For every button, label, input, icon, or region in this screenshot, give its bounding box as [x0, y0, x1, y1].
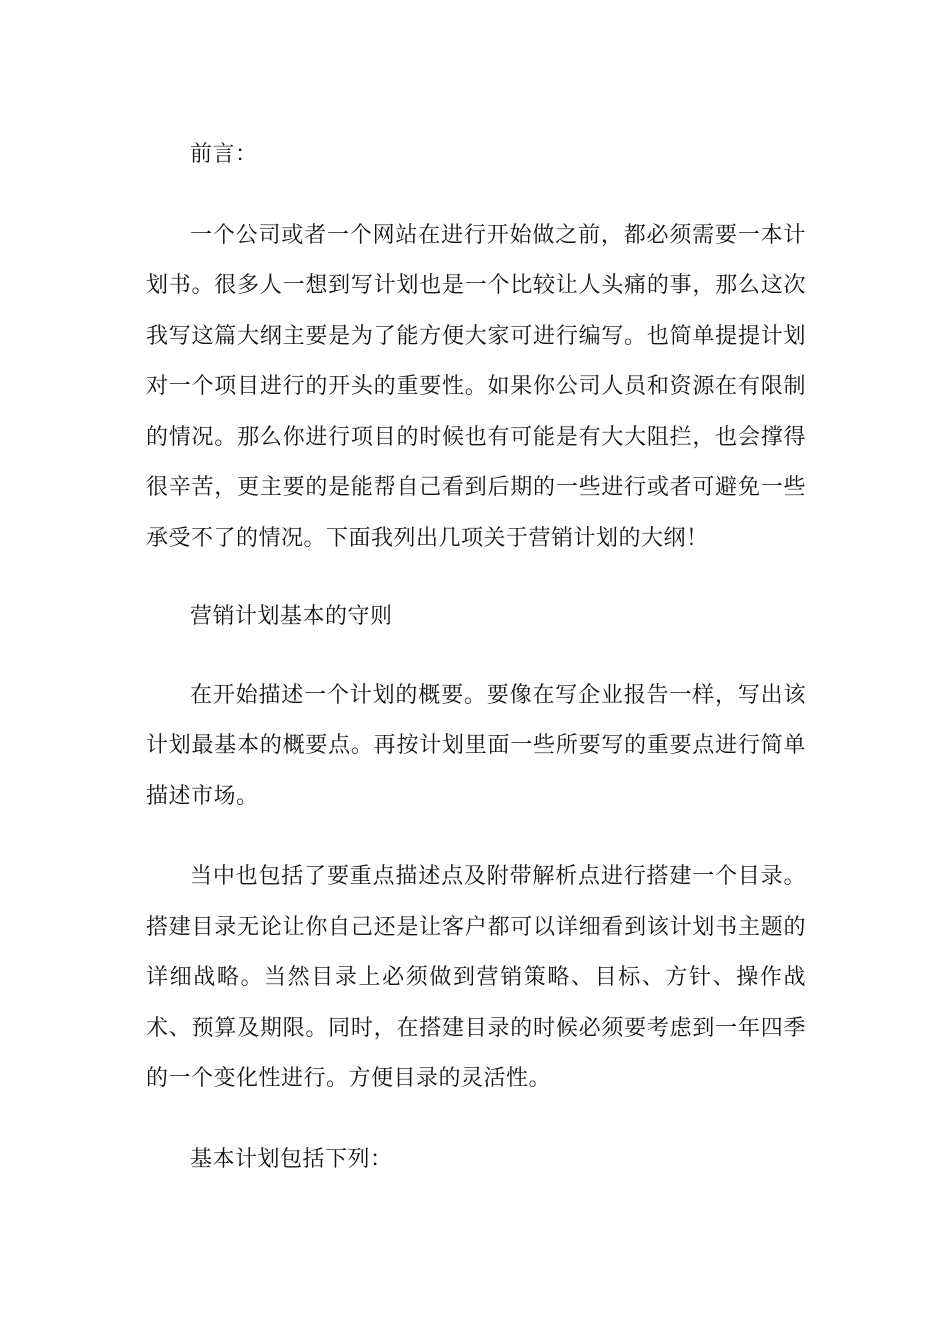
preface-label: 前言：	[190, 142, 258, 167]
spacer	[146, 181, 806, 211]
document-body	[146, 130, 806, 1185]
spacer	[146, 643, 806, 671]
catalog-paragraph: 当中也包括了要重点描述点及附带解析点进行搭建一个目录。搭建目录无论让你自己还是让客户都可以详细看到该计划书主题的详细战略。当然目录上必须做到营销策略、目标、方针、操作战术、预算及期限。同时，在搭建目录的时候必须要考虑到一年四季的一个变化性进行。方便目录的灵活性。	[146, 864, 806, 1091]
spacer	[146, 564, 806, 592]
spacer	[146, 1105, 806, 1135]
section-title: 营销计划基本的守则	[190, 604, 393, 629]
list-intro: 基本计划包括下列：	[190, 1146, 393, 1172]
intro-paragraph: 一个公司或者一个网站在进行开始做之前，都必须需要一本计划书。很多人一想到写计划也是一个比较让人头痛的事，那么这次我写这篇大纲主要是为了能方便大家可进行编写。也简单提提计划对一个项目进行的开头的重要性。如果你公司人员和资源在有限制的情况。那么你进行项目的时候也有可能是有大大阻拦，也会撑得很辛苦，更主要的是能帮自己看到后期的一些进行或者可避免一些承受不了的情况。下面我列出几项关于营销计划的大纲！	[146, 222, 806, 551]
spacer	[146, 822, 806, 852]
summary-paragraph: 在开始描述一个计划的概要。要像在写企业报告一样，写出该计划最基本的概要点。再按计划里面一些所要写的重要点进行简单描述市场。	[146, 682, 806, 809]
